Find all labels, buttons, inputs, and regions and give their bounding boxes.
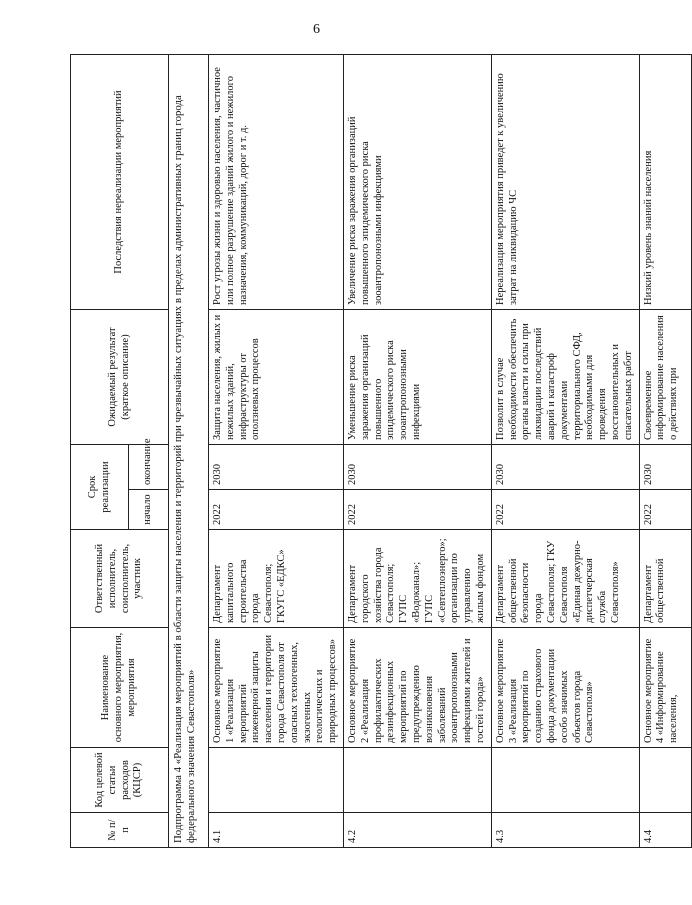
header-code: Код целевой статьи расходов (КЦСР) [71, 748, 169, 813]
rotated-table-wrapper [70, 55, 680, 848]
row-result: Позволит в случае необходимости обеспечить органы власти и силы при ликвидации последствий аварий и катастроф документами территориального СФД, необходимыми для проведения восстановительных и спасательных работ [491, 309, 639, 444]
table-row [209, 54, 344, 847]
row-consequences: Низкий уровень знаний населения [639, 54, 691, 309]
row-code [491, 748, 639, 813]
row-end: 2030 [639, 444, 691, 489]
row-start: 2022 [343, 490, 491, 530]
row-end: 2030 [491, 444, 639, 489]
row-result: Своевременное информирование населения о действиях при [639, 309, 691, 444]
row-start: 2022 [639, 490, 691, 530]
row-responsible: Департамент городского хозяйства города Севастополя; ГУПС «Водоканал»; ГУПС «Севтеплоэнерго»; организации по управлению жилым фондом [343, 530, 491, 628]
row-name: Основное мероприятие 1 «Реализация мероприятий инженерной защиты населения и территории города Севастополя от опасных техногенных, экзогенных геологических и природных процессов» [209, 628, 344, 748]
header-end: окончание [129, 444, 169, 489]
row-result: Защита населения, жилых и нежилых зданий, инфраструктуры от оползневых процессов [209, 309, 344, 444]
row-start: 2022 [491, 490, 639, 530]
row-end: 2030 [343, 444, 491, 489]
row-num: 4.1 [209, 813, 344, 848]
row-end: 2030 [209, 444, 344, 489]
row-result: Уменьшение риска заражения организаций повышенного эпидемического риска зооантропонозными инфекциями [343, 309, 491, 444]
header-name: Наименование основного мероприятия, мероприятия [71, 628, 169, 748]
row-code [343, 748, 491, 813]
row-name: Основное мероприятие 3 «Реализация мероприятий по созданию страхового фонда документации особо значимых объектов города Севастополя» [491, 628, 639, 748]
row-num: 4.3 [491, 813, 639, 848]
row-consequences: Увеличение риска заражения организаций повышенного эпидемического риска зооантропонозными инфекциями [343, 54, 491, 309]
header-num: № п/п [71, 813, 169, 848]
header-result: Ожидаемый результат (краткое описание) [71, 309, 169, 444]
table-row [639, 54, 691, 847]
row-code [209, 748, 344, 813]
row-start: 2022 [209, 490, 344, 530]
row-name: Основное мероприятие 4 «Информирование населения, [639, 628, 691, 748]
row-responsible: Департамент капитального строительства города Севастополя; ГКУГС «ЕДКС» [209, 530, 344, 628]
header-responsible: Ответственный исполнитель, соисполнитель, участник [71, 530, 169, 628]
row-responsible: Департамент общественной безопасности города Севастополя; ГКУ Севастополя «Единая дежурно-диспетчерская служба Севастополя» [491, 530, 639, 628]
row-consequences: Нереализация мероприятия приведет к увеличению затрат на ликвидацию ЧС [491, 54, 639, 309]
row-consequences: Рост угрозы жизни и здоровью населения, частичное или полное разрушение зданий жилого и нежилого назначения, коммуникаций, дорог и т. д. [209, 54, 344, 309]
header-period: Срок реализации [71, 444, 129, 529]
row-code [639, 748, 691, 813]
table-row [343, 54, 491, 847]
subprogram-row [169, 54, 209, 847]
row-num: 4.2 [343, 813, 491, 848]
row-responsible: Департамент общественной [639, 530, 691, 628]
subprogram-title: Подпрограмма 4 «Реализация мероприятий в области защиты населения и территорий при чрезвычайных ситуациях в пределах административных границ города федерального значения Севастополя» [169, 54, 209, 847]
page-number: 6 [313, 22, 320, 37]
row-num: 4.4 [639, 813, 691, 848]
row-name: Основное мероприятие 2 «Реализация профилактических дезинфекционных мероприятий по предупреждению возникновения заболеваний зооантропонозными инфекциями жителей и гостей города» [343, 628, 491, 748]
header-consequences: Последствия нереализации мероприятий [71, 54, 169, 309]
table-row [491, 54, 639, 847]
header-start: начало [129, 490, 169, 530]
measures-table [70, 54, 692, 848]
